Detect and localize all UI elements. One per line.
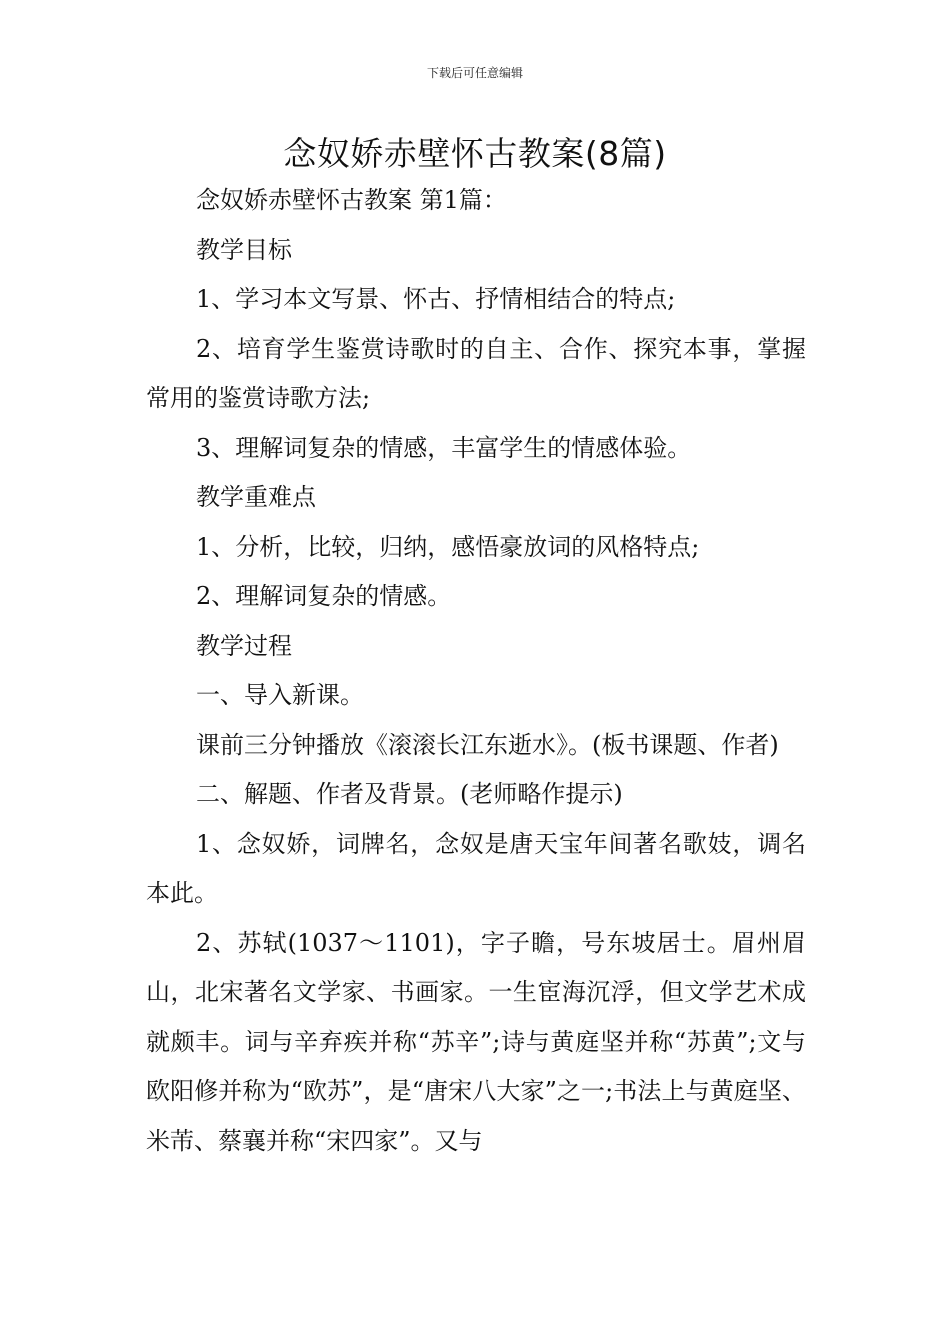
paragraph-goal-2: 2、培育学生鉴赏诗歌时的自主、合作、探究本事，掌握常用的鉴赏诗歌方法; [146,334,806,412]
paragraph-step-1: 一、导入新课。 [196,681,364,709]
paragraph-step-2: 二、解题、作者及背景。(老师略作提示) [196,780,623,808]
document-title: 念奴娇赤壁怀古教案(8篇) [283,134,667,173]
paragraph-goal-3: 3、理解词复杂的情感，丰富学生的情感体验。 [196,433,692,462]
paragraph-goal-1: 1、学习本文写景、怀古、抒情相结合的特点; [196,285,676,313]
paragraph-process-heading: 教学过程 [196,631,292,660]
paragraph-step-1-detail: 课前三分钟播放《滚滚长江东逝水》。(板书课题、作者) [196,730,779,759]
paragraph-teaching-goals-heading: 教学目标 [196,235,292,264]
paragraph-step-2-item-1: 1、念奴娇，词牌名，念奴是唐天宝年间著名歌妓，调名本此。 [146,829,806,907]
document-body [146,176,806,1166]
page-header-note: 下载后可任意编辑 [426,66,523,80]
paragraph-key-point-1: 1、分析，比较，归纳，感悟豪放词的风格特点; [196,532,700,561]
paragraph-step-2-item-2: 2、苏轼(1037～1101)，字子瞻，号东坡居士。眉州眉山，北宋著名文学家、书画家。一生宦海沉浮，但文学艺术成就颇丰。词与辛弃疾并称“苏辛”;诗与黄庭坚并称“苏黄”;文与欧阳修并称为“欧苏”，是“唐宋八大家”之一;书法上与黄庭坚、米芾、蔡襄并称“宋四家”。又与 [146,928,806,1155]
paragraph-key-points-heading: 教学重难点 [196,483,316,511]
paragraph-section-heading: 念奴娇赤壁怀古教案 第1篇： [196,186,507,214]
paragraph-key-point-2: 2、理解词复杂的情感。 [196,582,452,610]
